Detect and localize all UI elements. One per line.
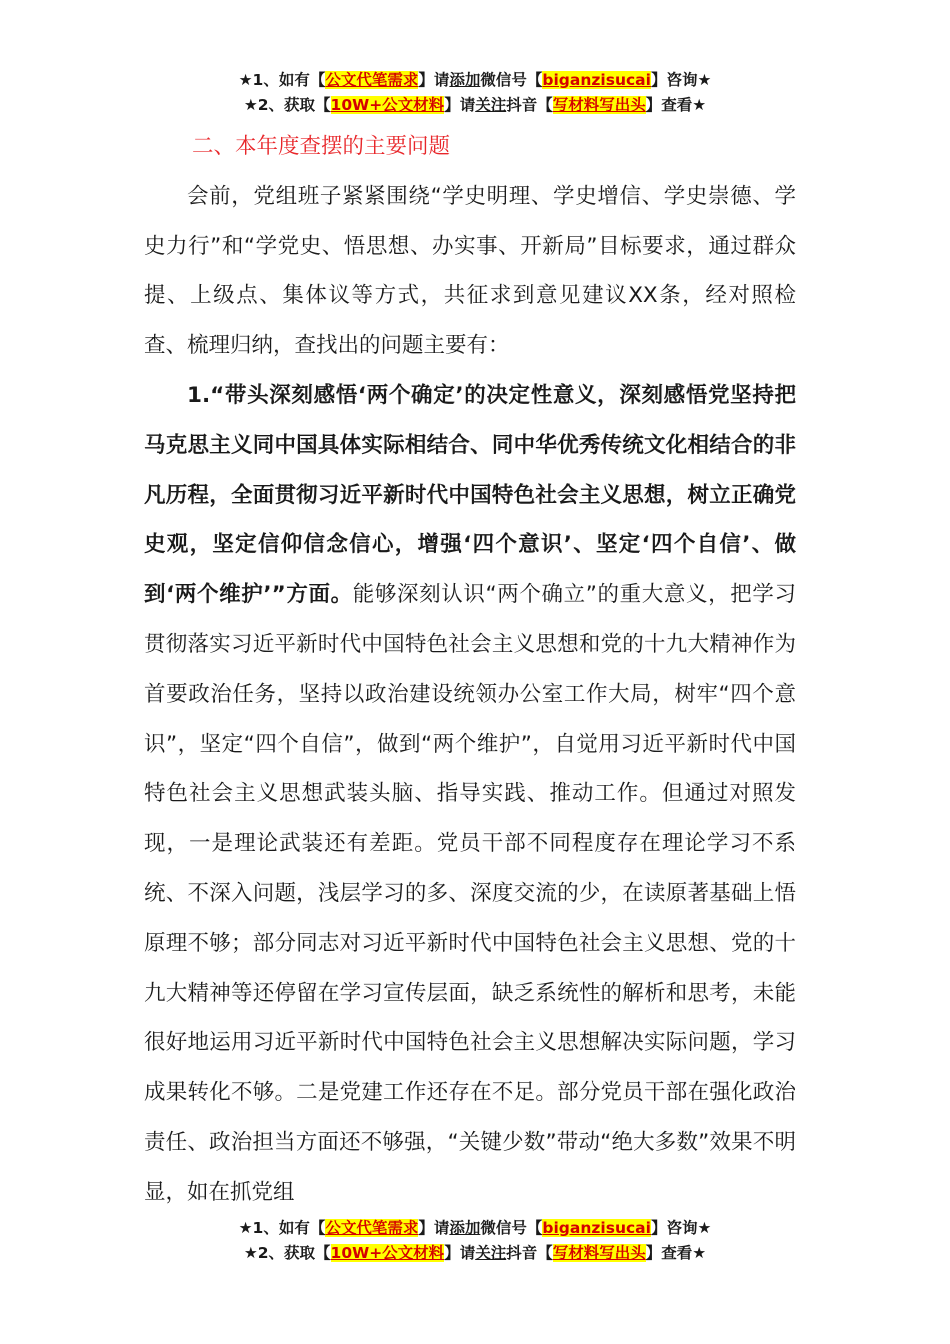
promo-highlight: 公文代笔需求: [325, 71, 419, 89]
promo-underline: 关注: [475, 1244, 507, 1262]
promo-text: ★2、获取【: [243, 96, 331, 114]
promo-line-2: [0, 93, 950, 118]
promo-text: 】请: [444, 1244, 476, 1262]
promo-text: ★2、获取【: [243, 1244, 331, 1262]
promo-wechat-id: biganzisucai: [542, 71, 651, 89]
promo-text: 】咨询★: [650, 1219, 712, 1237]
intro-paragraph: 会前，党组班子紧紧围绕“学史明理、学史增信、学史崇德、学史力行”和“学党史、悟思想、办实事、开新局”目标要求，通过群众提、上级点、集体议等方式，共征求到意见建议XX条，经对照检查、梳理归纳，查找出的问题主要有：: [144, 183, 796, 359]
promo-text: ★1、如有【: [238, 71, 326, 89]
item-1-heading: 1.“带头深刻感悟‘两个确定’的决定性意义，深刻感悟党坚持把马克思主义同中国具体实际相结合、同中华优秀传统文化相结合的非凡历程，全面贯彻习近平新时代中国特色社会主义思想，树立正确党史观，坚定信仰信念信心，增强‘四个意识’、坚定‘四个自信’、做到‘两个维护’”方面。: [144, 382, 796, 608]
promo-text: 】请: [418, 1219, 450, 1237]
promo-underline: 添加: [449, 71, 481, 89]
promo-text: ★1、如有【: [238, 1219, 326, 1237]
promo-text: 微信号【: [480, 71, 543, 89]
document-body: [144, 122, 796, 1218]
promo-douyin-id: 写材料写出头: [552, 1244, 646, 1262]
promo-text: 抖音【: [506, 1244, 553, 1262]
promo-highlight: 10W+公文材料: [330, 1244, 445, 1262]
item-1-body: 能够深刻认识“两个确立”的重大意义，把学习贯彻落实习近平新时代中国特色社会主义思想和党的十九大精神作为首要政治任务，坚持以政治建设统领办公室工作大局，树牢“四个意识”，坚定“四个自信”，做到“两个维护”，自觉用习近平新时代中国特色社会主义思想武装头脑、指导实践、推动工作。但通过对照发现，一是理论武装还有差距。党员干部不同程度存在理论学习不系统、不深入问题，浅层学习的多、深度交流的少，在读原著基础上悟原理不够；部分同志对习近平新时代中国特色社会主义思想、党的十九大精神等还停留在学习宣传层面，缺乏系统性的解析和思考，未能很好地运用习近平新时代中国特色社会主义思想解决实际问题，学习成果转化不够。二是党建工作还存在不足。部分党员干部在强化政治责任、政治担当方面还不够强，“关键少数”带动“绝大多数”效果不明显，如在抓党组: [144, 582, 796, 1205]
promo-highlight: 10W+公文材料: [330, 96, 445, 114]
promo-text: 】查看★: [645, 96, 707, 114]
top-promo-banner: [0, 68, 950, 118]
promo-text: 】请: [444, 96, 476, 114]
promo-text: 】咨询★: [650, 71, 712, 89]
promo-line-2: [0, 1241, 950, 1266]
promo-highlight: 公文代笔需求: [325, 1219, 419, 1237]
promo-line-1: [0, 1216, 950, 1241]
promo-text: 抖音【: [506, 96, 553, 114]
bottom-promo-banner: [0, 1216, 950, 1266]
promo-underline: 添加: [449, 1219, 481, 1237]
promo-text: 】请: [418, 71, 450, 89]
promo-text: 微信号【: [480, 1219, 543, 1237]
promo-wechat-id: biganzisucai: [542, 1219, 651, 1237]
promo-text: 】查看★: [645, 1244, 707, 1262]
promo-line-1: [0, 68, 950, 93]
section-title: 二、本年度查摆的主要问题: [192, 134, 451, 159]
promo-underline: 关注: [475, 96, 507, 114]
item-1-paragraph: [144, 371, 796, 1218]
promo-douyin-id: 写材料写出头: [552, 96, 646, 114]
